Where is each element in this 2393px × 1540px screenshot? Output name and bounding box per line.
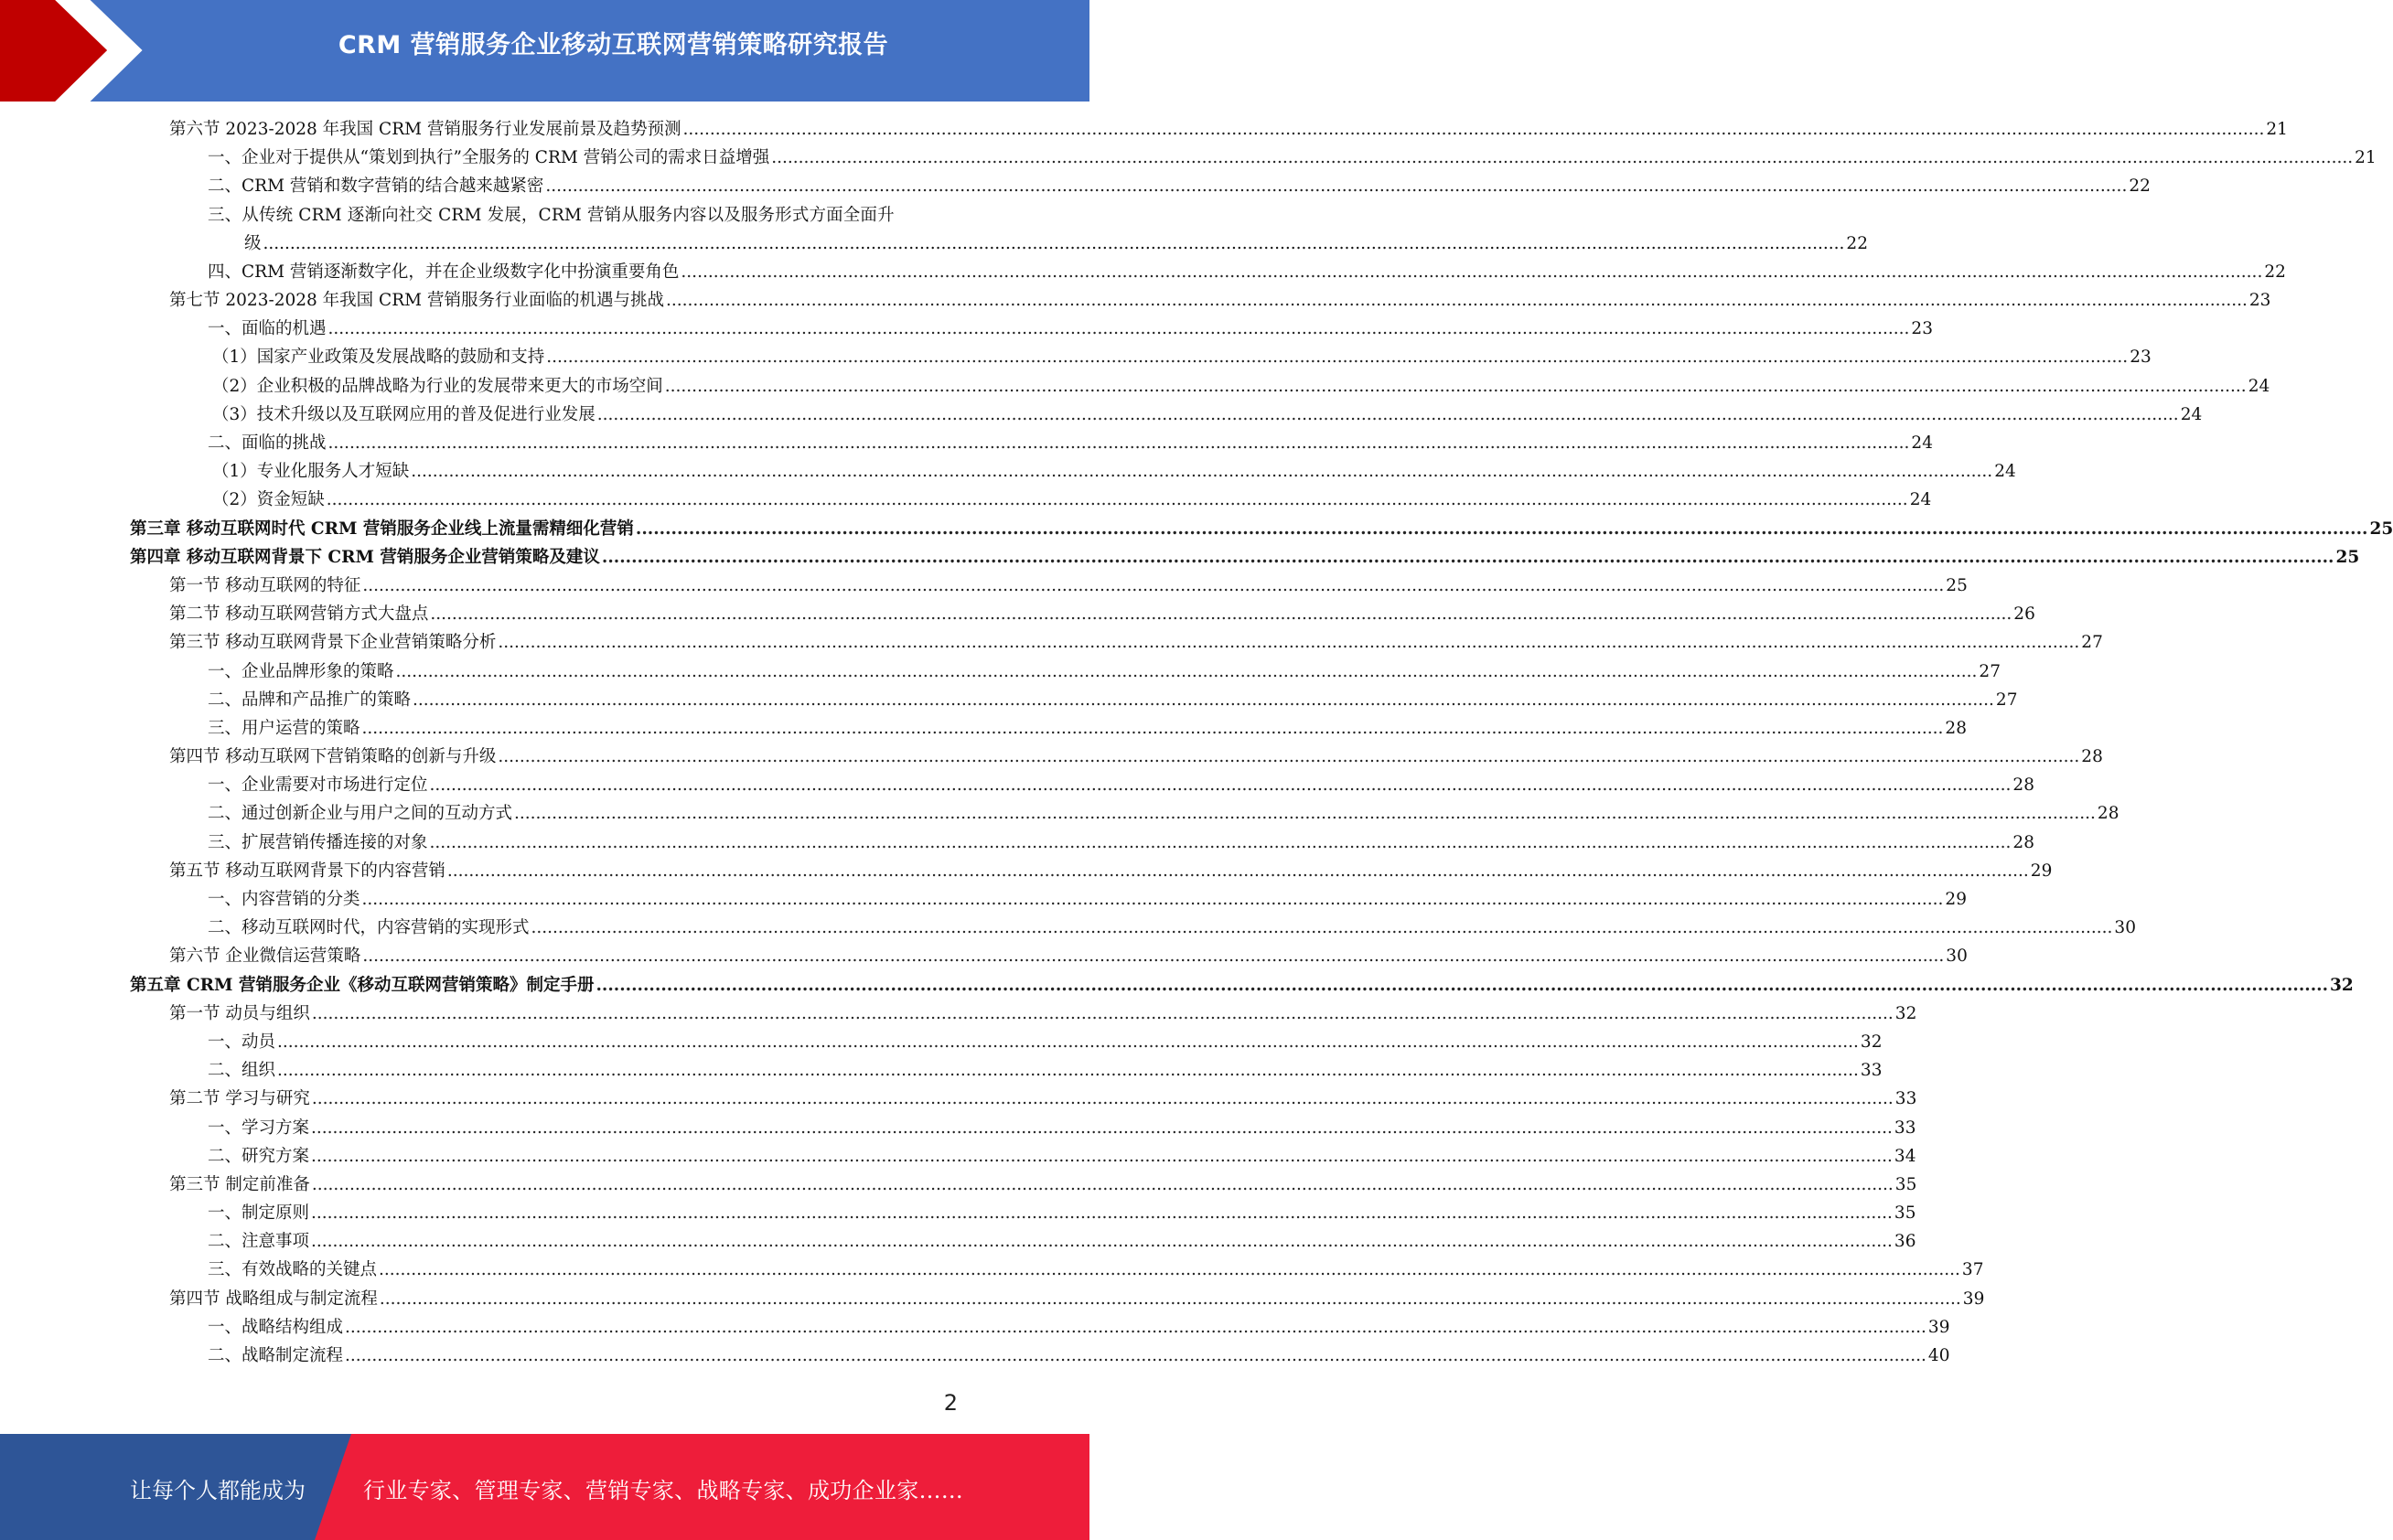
toc-entry[interactable] — [130, 771, 2034, 799]
toc-entry[interactable] — [130, 1142, 1916, 1171]
toc-entry-title: 二、组织 — [208, 1061, 276, 1081]
toc-entry-title: 一、企业需要对市场进行定位 — [208, 775, 428, 796]
toc-entry-page: 33 — [1894, 1089, 1917, 1109]
toc-entry-page: 24 — [2248, 376, 2270, 396]
toc-entry[interactable] — [130, 144, 2377, 172]
toc-entry[interactable] — [130, 1199, 1916, 1227]
toc-entry[interactable] — [130, 686, 2018, 714]
toc-entry-page: 33 — [1894, 1118, 1916, 1138]
toc-entry-title: 一、内容营销的分类 — [208, 890, 360, 910]
toc-entry[interactable] — [130, 1342, 1950, 1370]
toc-entry[interactable] — [130, 286, 2271, 315]
toc-leader-dots — [380, 1285, 1961, 1313]
toc-entry-title: 一、学习方案 — [208, 1118, 310, 1138]
toc-entry[interactable] — [130, 857, 2053, 885]
toc-leader-dots — [447, 857, 2029, 885]
toc-entry[interactable] — [130, 401, 2203, 429]
toc-entry-page: 36 — [1894, 1232, 1916, 1252]
toc-entry-page: 24 — [1994, 462, 2016, 482]
toc-entry[interactable] — [130, 914, 2136, 942]
toc-entry-title: 二、移动互联网时代，内容营销的实现形式 — [208, 918, 530, 938]
toc-entry-title: （1）国家产业政策及发展战略的鼓励和支持 — [212, 348, 545, 368]
toc-entry-title: 二、品牌和产品推广的策略 — [208, 690, 412, 710]
toc-entry[interactable] — [130, 829, 2034, 857]
document-title: CRM 营销服务企业移动互联网营销策略研究报告 — [338, 31, 889, 59]
toc-leader-dots — [328, 315, 1910, 343]
toc-entry-page: 21 — [2266, 119, 2288, 139]
toc-leader-dots — [430, 600, 2012, 628]
toc-entry-title: 第六节 2023-2028 年我国 CRM 营销服务行业发展前景及趋势预测 — [169, 119, 681, 139]
toc-entry-page: 30 — [2114, 918, 2136, 938]
toc-leader-dots — [411, 457, 1992, 486]
toc-entry-page: 40 — [1927, 1346, 1950, 1366]
toc-entry-page: 32 — [1894, 1003, 1917, 1023]
toc-entry-page: 22 — [2129, 176, 2151, 197]
toc-entry-page: 28 — [2081, 747, 2103, 767]
toc-entry[interactable] — [130, 1171, 1917, 1199]
toc-entry-page: 28 — [2097, 804, 2119, 824]
toc-entry-title: 第四节 战略组成与制定流程 — [169, 1289, 378, 1309]
toc-entry-page: 35 — [1894, 1174, 1917, 1194]
toc-leader-dots — [312, 1000, 1894, 1028]
toc-entry-page: 32 — [2330, 975, 2354, 995]
toc-entry[interactable] — [130, 1313, 1950, 1342]
toc-leader-dots — [311, 1114, 1893, 1142]
toc-entry[interactable] — [130, 628, 2103, 657]
toc-leader-dots — [362, 885, 1944, 914]
toc-entry[interactable] — [130, 942, 1968, 970]
toc-entry-page: 28 — [1945, 718, 1967, 738]
toc-entry-page: 29 — [1945, 890, 1967, 910]
toc-entry-title: 一、制定原则 — [208, 1203, 310, 1224]
toc-leader-dots — [413, 686, 1994, 714]
toc-chapter-entry[interactable] — [130, 515, 2393, 543]
toc-entry-title: 二、CRM 营销和数字营销的结合越来越紧密 — [208, 176, 544, 197]
toc-entry-title-line2-row — [244, 230, 1868, 258]
toc-entry-title: 第三章 移动互联网时代 CRM 营销服务企业线上流量需精细化营销 — [130, 519, 634, 539]
toc-leader-dots — [602, 543, 2334, 572]
toc-entry-title: 第三节 制定前准备 — [169, 1174, 310, 1194]
toc-leader-dots — [362, 572, 1944, 600]
toc-entry-title: 三、有效战略的关键点 — [208, 1260, 378, 1280]
toc-entry-page: 27 — [1979, 661, 2001, 681]
toc-entry[interactable] — [130, 1114, 1916, 1142]
toc-leader-dots — [498, 743, 2079, 771]
toc-entry[interactable] — [130, 885, 1967, 914]
toc-leader-dots — [531, 914, 2113, 942]
toc-entry-page: 21 — [2355, 148, 2377, 168]
toc-entry-page: 23 — [2248, 291, 2271, 311]
toc-entry-title: 第四节 移动互联网下营销策略的创新与升级 — [169, 747, 497, 767]
toc-entry-page: 39 — [1962, 1289, 1985, 1309]
toc-entry-title: 三、用户运营的策略 — [208, 718, 360, 738]
toc-entry-title: 第一节 移动互联网的特征 — [169, 575, 361, 595]
toc-leader-dots — [328, 429, 1910, 457]
toc-entry-page: 25 — [1946, 575, 1968, 595]
toc-entry-title: 第二节 移动互联网营销方式大盘点 — [169, 604, 429, 625]
toc-entry-page: 26 — [2013, 604, 2035, 625]
toc-entry-page: 27 — [2081, 633, 2103, 653]
page-number: 2 — [943, 1390, 958, 1416]
toc-leader-dots — [682, 115, 2264, 144]
toc-entry-title: 一、企业对于提供从“策划到执行”全服务的 CRM 营销公司的需求日益增强 — [208, 148, 770, 168]
toc-leader-dots — [263, 230, 1845, 258]
toc-leader-dots — [771, 144, 2353, 172]
toc-chapter-entry[interactable] — [130, 971, 2354, 1000]
toc-entry[interactable] — [130, 714, 1967, 743]
toc-entry-title: 二、通过创新企业与用户之间的互动方式 — [208, 804, 513, 824]
toc-entry-title: 第五章 CRM 营销服务企业《移动互联网营销策略》制定手册 — [130, 975, 595, 995]
toc-entry[interactable] — [130, 1085, 1917, 1113]
toc-entry-title: 三、扩展营销传播连接的对象 — [208, 832, 428, 852]
toc-entry-title-line2: 级 — [244, 233, 262, 253]
table-of-contents — [130, 115, 2393, 1370]
toc-entry-page: 35 — [1894, 1203, 1916, 1224]
toc-entry-page: 25 — [2369, 519, 2393, 539]
toc-entry[interactable] — [130, 1227, 1916, 1256]
toc-entry-title: 一、动员 — [208, 1032, 276, 1052]
toc-entry-title: 一、面临的机遇 — [208, 319, 327, 339]
toc-entry-title: 四、CRM 营销逐渐数字化，并在企业级数字化中扮演重要角色 — [208, 262, 680, 282]
toc-leader-dots — [514, 799, 2096, 828]
toc-entry[interactable] — [130, 800, 2119, 829]
toc-leader-dots — [636, 515, 2368, 543]
toc-entry[interactable] — [130, 258, 2286, 286]
toc-leader-dots — [430, 829, 2012, 857]
toc-entry-title: （1）专业化服务人才短缺 — [212, 462, 410, 482]
toc-leader-dots — [681, 258, 2262, 286]
toc-entry[interactable] — [130, 486, 1932, 514]
toc-entry-page: 39 — [1927, 1317, 1950, 1337]
toc-entry-title: 二、面临的挑战 — [208, 433, 327, 454]
toc-entry-page: 22 — [1846, 233, 1868, 253]
toc-entry-page: 34 — [1894, 1146, 1916, 1166]
toc-entry[interactable] — [130, 315, 1933, 343]
page-header — [0, 0, 1089, 102]
toc-leader-dots — [362, 942, 1944, 970]
toc-entry-title: （2）资金短缺 — [212, 490, 325, 510]
toc-entry-title: 一、企业品牌形象的策略 — [208, 661, 394, 681]
toc-entry-page: 24 — [1909, 490, 1932, 510]
toc-entry[interactable] — [130, 1257, 1984, 1285]
toc-entry-title: （2）企业积极的品牌战略为行业的发展带来更大的市场空间 — [212, 376, 663, 396]
toc-entry[interactable] — [130, 1285, 1985, 1313]
toc-leader-dots — [597, 401, 2179, 429]
toc-leader-dots — [362, 714, 1944, 743]
toc-leader-dots — [596, 971, 2328, 1000]
toc-entry-title: 二、注意事项 — [208, 1232, 310, 1252]
toc-entry-page: 24 — [1911, 433, 1933, 454]
toc-entry-page: 29 — [2030, 861, 2053, 881]
toc-leader-dots — [327, 486, 1908, 514]
header-arrow-decoration — [0, 0, 146, 102]
toc-entry-page: 27 — [1995, 690, 2018, 710]
toc-entry-page: 28 — [2012, 775, 2034, 796]
toc-entry[interactable] — [130, 457, 2016, 486]
toc-entry-title: 第二节 学习与研究 — [169, 1089, 310, 1109]
toc-leader-dots — [277, 1056, 1859, 1085]
toc-entry-wrapped[interactable] — [130, 201, 1868, 258]
toc-entry[interactable] — [130, 743, 2103, 771]
toc-entry-page: 37 — [1961, 1260, 1984, 1280]
toc-leader-dots — [277, 1028, 1859, 1056]
footer-slogan-lead: 让每个人都能成为 — [130, 1478, 306, 1503]
toc-entry[interactable] — [130, 115, 2288, 144]
toc-chapter-entry[interactable] — [130, 543, 2360, 572]
toc-leader-dots — [311, 1227, 1893, 1256]
toc-entry-page: 33 — [1860, 1061, 1883, 1081]
toc-entry-title: 一、战略结构组成 — [208, 1317, 344, 1337]
toc-entry-title: 第一节 动员与组织 — [169, 1003, 310, 1023]
toc-entry[interactable] — [130, 600, 2035, 628]
toc-entry[interactable] — [130, 658, 2001, 686]
toc-leader-dots — [345, 1342, 1926, 1370]
toc-entry[interactable] — [130, 344, 2152, 372]
toc-entry[interactable] — [130, 1000, 1917, 1028]
toc-entry-title: 第六节 企业微信运营策略 — [169, 946, 361, 967]
toc-entry-page: 23 — [2130, 348, 2152, 368]
toc-leader-dots — [666, 286, 2248, 315]
toc-entry-page: 32 — [1860, 1032, 1883, 1052]
toc-entry-title: 第五节 移动互联网背景下的内容营销 — [169, 861, 445, 881]
toc-entry-title-line1: 三、从传统 CRM 逐渐向社交 CRM 发展，CRM 营销从服务内容以及服务形式方面全面升 — [208, 205, 895, 225]
toc-entry[interactable] — [130, 1056, 1883, 1085]
footer-slogan-roles: 行业专家、管理专家、营销专家、战略专家、成功企业家…… — [363, 1478, 964, 1503]
toc-leader-dots — [545, 172, 2127, 200]
toc-leader-dots — [430, 771, 2012, 799]
toc-entry-page: 22 — [2264, 262, 2286, 282]
toc-entry[interactable] — [130, 172, 2151, 200]
toc-leader-dots — [345, 1313, 1926, 1342]
toc-entry-title: （3）技术升级以及互联网应用的普及促进行业发展 — [212, 404, 596, 424]
toc-entry-page: 23 — [1911, 319, 1933, 339]
toc-entry-title: 二、研究方案 — [208, 1146, 310, 1166]
toc-entry[interactable] — [130, 1028, 1883, 1056]
toc-leader-dots — [379, 1256, 1960, 1284]
toc-leader-dots — [311, 1142, 1893, 1171]
toc-leader-dots — [311, 1199, 1893, 1227]
toc-leader-dots — [396, 658, 1978, 686]
toc-entry-page: 30 — [1946, 946, 1968, 967]
toc-entry-page: 25 — [2335, 547, 2360, 567]
toc-leader-dots — [312, 1085, 1894, 1113]
toc-entry-title: 第三节 移动互联网背景下企业营销策略分析 — [169, 633, 497, 653]
toc-entry[interactable] — [130, 572, 1968, 600]
toc-entry-title: 第七节 2023-2028 年我国 CRM 营销服务行业面临的机遇与挑战 — [169, 291, 664, 311]
toc-entry-page: 24 — [2180, 404, 2203, 424]
toc-leader-dots — [312, 1171, 1894, 1199]
toc-entry-title: 第四章 移动互联网背景下 CRM 营销服务企业营销策略及建议 — [130, 547, 600, 567]
toc-entry-title: 二、战略制定流程 — [208, 1346, 344, 1366]
toc-leader-dots — [665, 372, 2247, 401]
toc-leader-dots — [546, 343, 2128, 371]
toc-entry-page: 28 — [2012, 832, 2034, 852]
toc-entry[interactable] — [130, 372, 2270, 401]
toc-entry[interactable] — [130, 429, 1933, 457]
toc-leader-dots — [498, 628, 2079, 657]
